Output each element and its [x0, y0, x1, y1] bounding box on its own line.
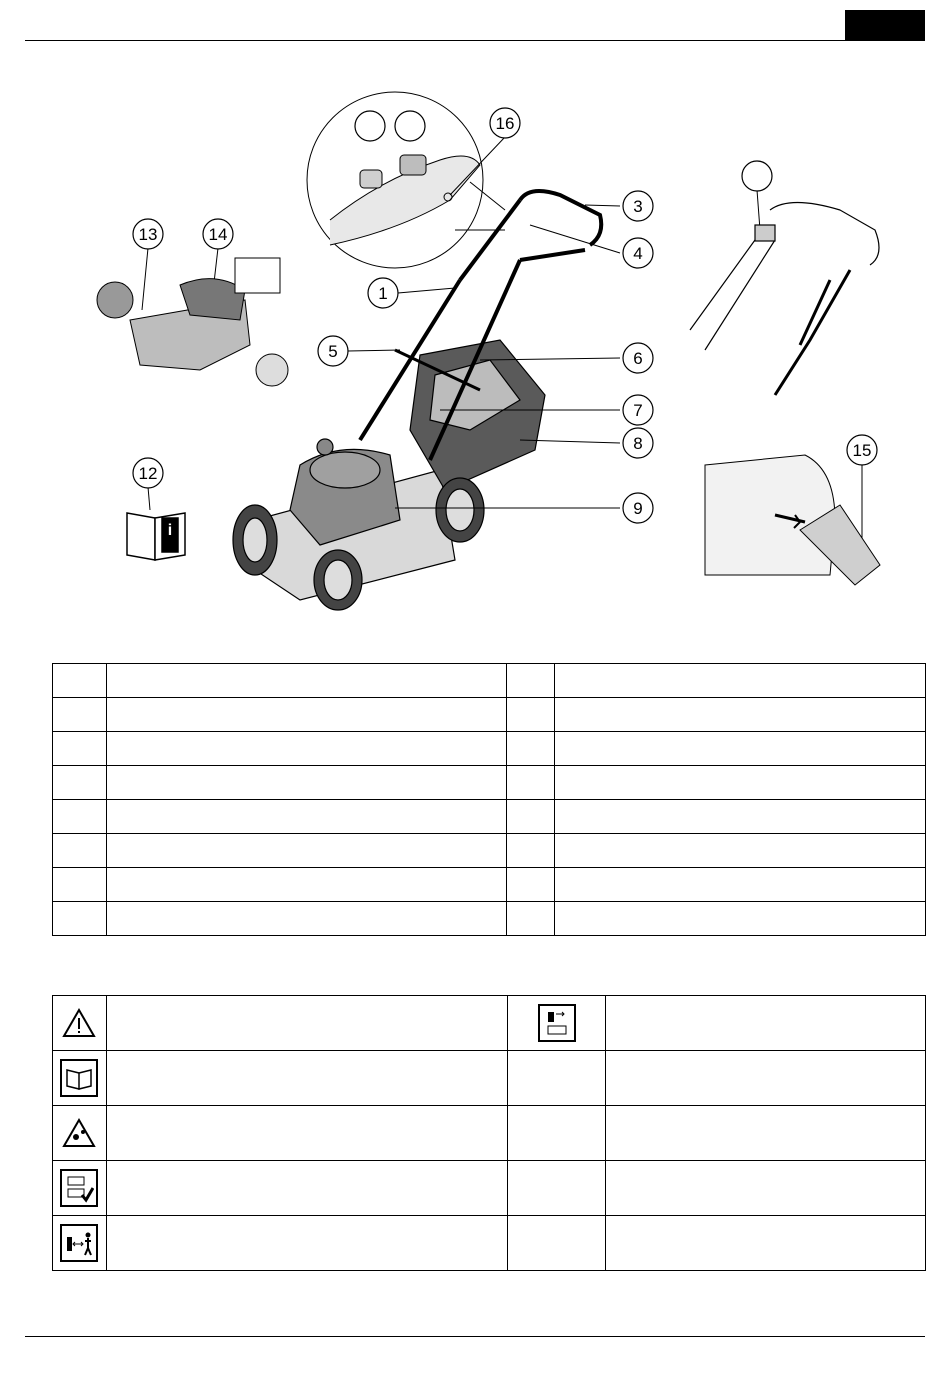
callout-1: 1	[378, 284, 388, 303]
inset-handle	[690, 203, 879, 396]
table-row	[53, 800, 926, 834]
table-row	[53, 698, 926, 732]
keep-distance-icon	[60, 1224, 98, 1262]
callout-15: 15	[852, 441, 872, 460]
table-row	[53, 1106, 926, 1161]
warning-triangle-icon	[60, 1004, 98, 1042]
callout-14: 14	[208, 225, 228, 244]
callout-3: 3	[633, 197, 643, 216]
table-row	[53, 902, 926, 936]
callout-7: 7	[633, 401, 643, 420]
table-row	[53, 834, 926, 868]
table-row	[53, 996, 926, 1051]
manual-book-icon	[60, 1059, 98, 1097]
callout-6: 6	[633, 349, 643, 368]
table-row	[53, 868, 926, 902]
table-row	[53, 1051, 926, 1106]
callout-5: 5	[328, 342, 338, 361]
table-row	[53, 732, 926, 766]
callout-13: 13	[138, 225, 158, 244]
table-row	[53, 1161, 926, 1216]
lawnmower-illustration	[0, 0, 950, 640]
parts-legend-table	[52, 663, 926, 936]
callout-12: 12	[138, 464, 158, 483]
callout-4: 4	[633, 244, 643, 263]
callout-16: 16	[495, 114, 515, 133]
disconnect-before-maintenance-icon	[60, 1169, 98, 1207]
bottom-rule	[25, 1336, 925, 1337]
table-row	[53, 1216, 926, 1271]
callout-8: 8	[633, 434, 643, 453]
unplug-before-service-icon	[538, 1004, 576, 1042]
inset-grass-catcher	[97, 255, 288, 388]
manual-book-icon	[127, 513, 185, 560]
table-row	[53, 766, 926, 800]
inset-mulch-plug	[705, 455, 880, 585]
svg-text:i: i	[167, 522, 173, 539]
thrown-objects-warning-icon	[60, 1114, 98, 1152]
callout-9: 9	[633, 499, 643, 518]
table-row	[53, 664, 926, 698]
symbols-table	[52, 995, 926, 1271]
